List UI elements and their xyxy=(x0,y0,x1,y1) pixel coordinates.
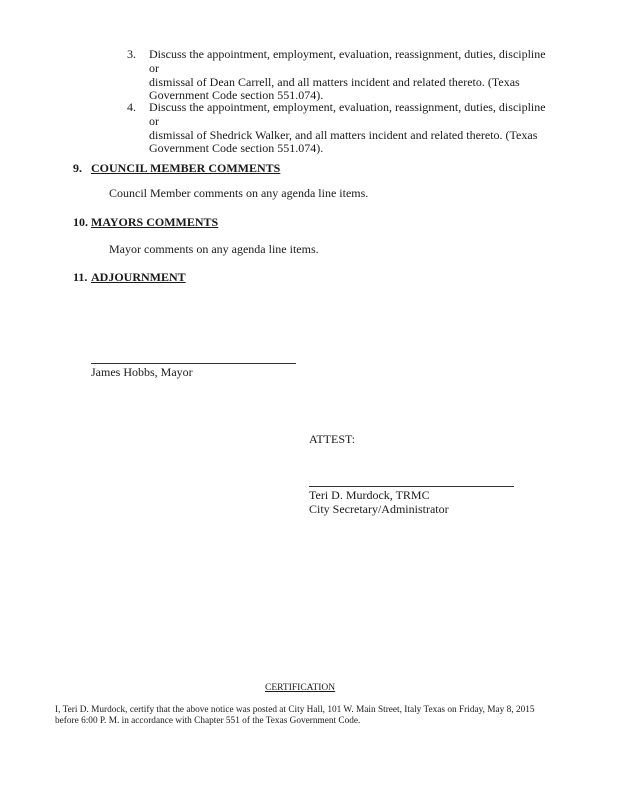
mayor-signature-line xyxy=(91,363,296,364)
subitem-line: Government Code section 551.074). xyxy=(149,88,324,103)
section-number: 11. xyxy=(73,270,88,284)
section-number: 10. xyxy=(73,215,88,229)
certification-line: I, Teri D. Murdock, certify that the above notice was posted at City Hall, 101 W. Main Street, Italy Texas on Friday, May 8, 2015 xyxy=(55,705,535,715)
subitem-text xyxy=(149,101,549,156)
section-heading-adjournment xyxy=(73,270,186,284)
subitem-line: dismissal of Dean Carrell, and all matters incident and related thereto. (Texas xyxy=(149,74,520,89)
subitem-line: Government Code section 551.074). xyxy=(149,141,324,156)
section-title: MAYORS COMMENTS xyxy=(91,215,219,229)
agenda-subitem-4 xyxy=(127,101,557,156)
certification-line: before 6:00 P. M. in accordance with Chapter 551 of the Texas Government Code. xyxy=(55,716,361,726)
subitem-number: 4. xyxy=(127,100,136,114)
section-number: 9. xyxy=(73,161,82,175)
subitem-line: Discuss the appointment, employment, evaluation, reassignment, duties, discipline or xyxy=(149,47,546,75)
section-heading-council-member-comments xyxy=(73,161,280,175)
section-body-mayors-comments: Mayor comments on any agenda line items. xyxy=(109,242,319,256)
section-heading-mayors-comments xyxy=(73,215,218,229)
section-title: ADJOURNMENT xyxy=(91,270,186,284)
attest-label: ATTEST: xyxy=(309,432,356,446)
subitem-line: Discuss the appointment, employment, evaluation, reassignment, duties, discipline or xyxy=(149,100,546,128)
attest-name: Teri D. Murdock, TRMC xyxy=(309,488,430,502)
subitem-number: 3. xyxy=(127,47,136,61)
subitem-text xyxy=(149,48,549,103)
subitem-line: dismissal of Shedrick Walker, and all matters incident and related thereto. (Texas xyxy=(149,127,538,142)
section-title: COUNCIL MEMBER COMMENTS xyxy=(91,161,281,175)
agenda-subitem-3 xyxy=(127,48,557,103)
attest-title: City Secretary/Administrator xyxy=(309,502,449,516)
certification-heading: CERTIFICATION xyxy=(265,683,336,693)
section-body-council-member-comments: Council Member comments on any agenda line items. xyxy=(109,186,369,200)
certification-text xyxy=(55,705,535,727)
mayor-name: James Hobbs, Mayor xyxy=(91,365,193,379)
attest-signature-line xyxy=(309,486,514,487)
